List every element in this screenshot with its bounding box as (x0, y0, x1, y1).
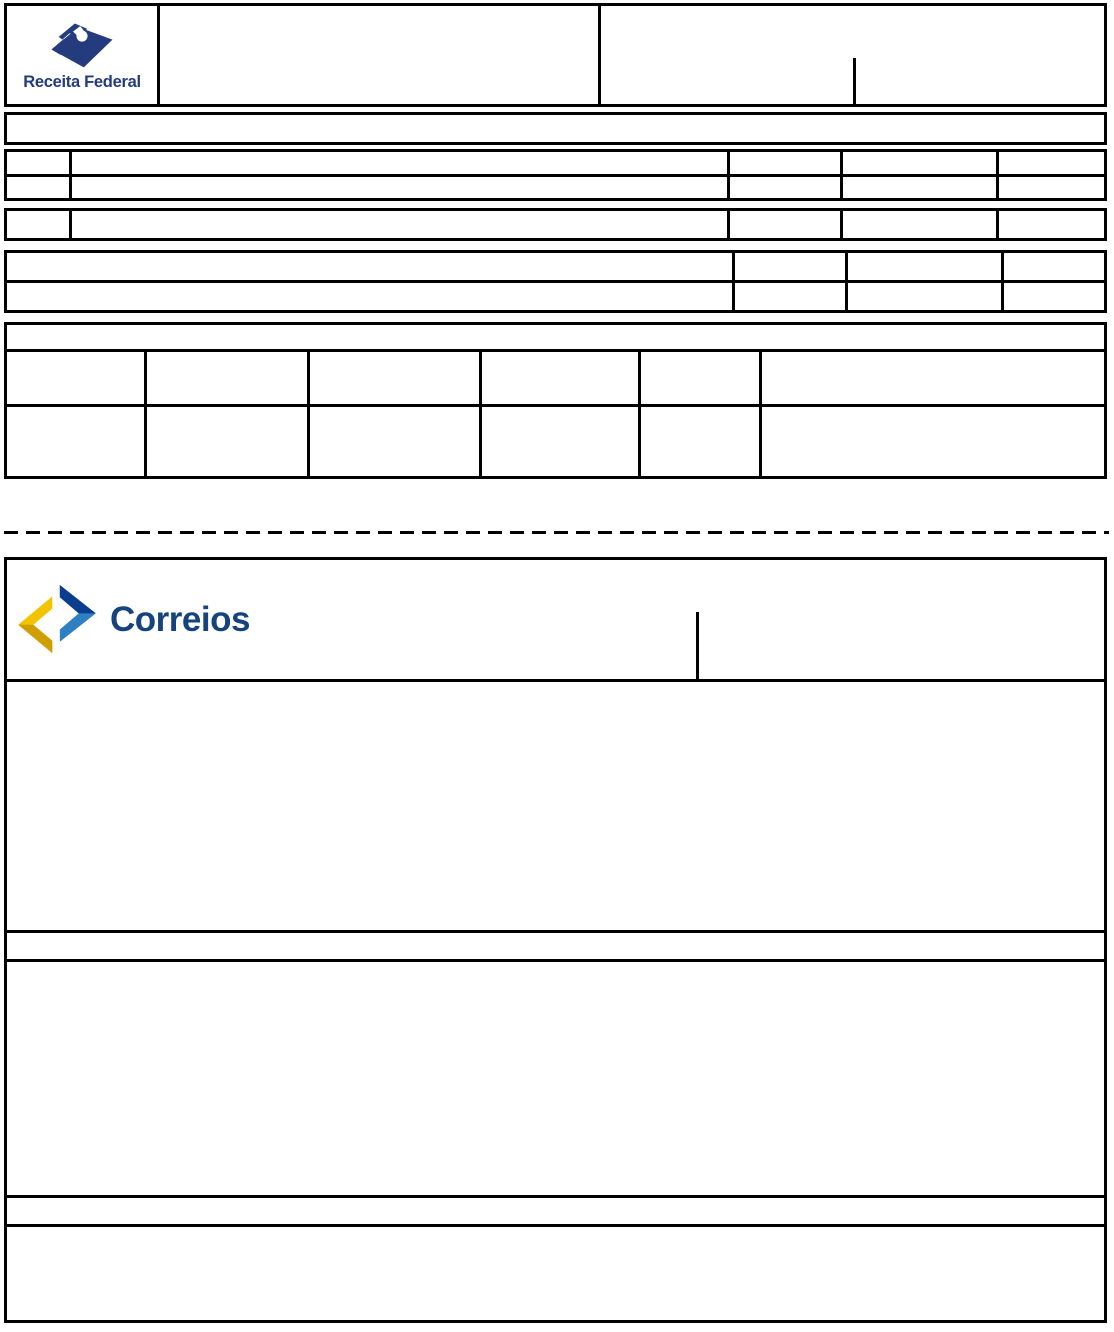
field-strip-c (4, 250, 1107, 313)
field-c1-col3-cell (848, 253, 1001, 280)
correios-logo-cell (7, 560, 257, 679)
header-right-bottom-right-cell (856, 58, 1104, 104)
field-c2-text-cell (7, 283, 732, 310)
correios-thin-row-1 (7, 933, 1104, 959)
field-b-col4-cell (843, 211, 996, 238)
receita-federal-logo (7, 6, 157, 104)
field-b-col5-cell (999, 211, 1104, 238)
items-r2-c2-cell (147, 407, 307, 476)
field-b-text-cell (72, 211, 727, 238)
field-a1-code-cell (7, 152, 69, 174)
items-r1-c6-cell (762, 352, 1104, 404)
items-r2-c6-cell (762, 407, 1104, 476)
correios-right-bottom-row (260, 612, 1104, 679)
field-a2-code-cell (7, 177, 69, 199)
receita-federal-emblem-icon (46, 19, 118, 71)
field-c1-text-cell (7, 253, 732, 280)
items-table (4, 322, 1107, 479)
form-title-cell (7, 115, 1104, 142)
field-a1-text-cell (72, 152, 727, 174)
field-a1-col3-cell (730, 152, 840, 174)
correios-arrows-icon (14, 585, 100, 655)
items-r1-c3-cell (310, 352, 479, 404)
correios-right-bottom-left-cell (260, 612, 696, 679)
correios-header-row (7, 560, 1104, 679)
correios-bottom-area (7, 1227, 1104, 1320)
correios-large-area-2 (7, 962, 1104, 1195)
field-a2-col5-cell (999, 177, 1104, 199)
field-b-col3-cell (730, 211, 840, 238)
field-b-code-cell (7, 211, 69, 238)
header-right-bottom-row (601, 58, 1104, 104)
correios-form-table (4, 557, 1107, 1323)
field-a1-col5-cell (999, 152, 1104, 174)
field-a2-text-cell (72, 177, 727, 199)
correios-right-bottom-right-cell (699, 612, 1104, 679)
field-a2-col4-cell (843, 177, 996, 199)
field-c1-col4-cell (1004, 253, 1104, 280)
receita-logo-cell (7, 6, 157, 104)
items-r1-c4-cell (482, 352, 638, 404)
correios-right-top-cell (260, 560, 1104, 609)
header-middle-cell (160, 6, 598, 104)
correios-thin-row-2 (7, 1198, 1104, 1224)
field-strip-b (4, 208, 1107, 241)
receita-header-table (4, 3, 1107, 107)
form-title-strip (4, 112, 1107, 145)
field-c1-col2-cell (735, 253, 845, 280)
header-right-top-cell (601, 6, 1104, 55)
header-right-cells (601, 6, 1104, 104)
field-a2-col3-cell (730, 177, 840, 199)
items-r2-c5-cell (641, 407, 759, 476)
field-c2-col3-cell (848, 283, 1001, 310)
header-right-bottom-left-cell (601, 58, 853, 104)
items-r2-c4-cell (482, 407, 638, 476)
field-c2-col4-cell (1004, 283, 1104, 310)
field-c2-col2-cell (735, 283, 845, 310)
items-r1-c5-cell (641, 352, 759, 404)
correios-logo-text: Correios (110, 599, 250, 639)
correios-large-area-1 (7, 682, 1104, 930)
items-r2-c3-cell (310, 407, 479, 476)
items-r2-c1-cell (7, 407, 144, 476)
dashed-cut-line (4, 531, 1109, 534)
items-r1-c1-cell (7, 352, 144, 404)
correios-logo (7, 560, 257, 679)
correios-header-right (260, 560, 1104, 679)
items-r1-c2-cell (147, 352, 307, 404)
field-a1-col4-cell (843, 152, 996, 174)
items-table-header-band (7, 325, 1104, 349)
field-strip-a (4, 149, 1107, 201)
receita-federal-logo-text: Receita Federal (23, 72, 141, 91)
